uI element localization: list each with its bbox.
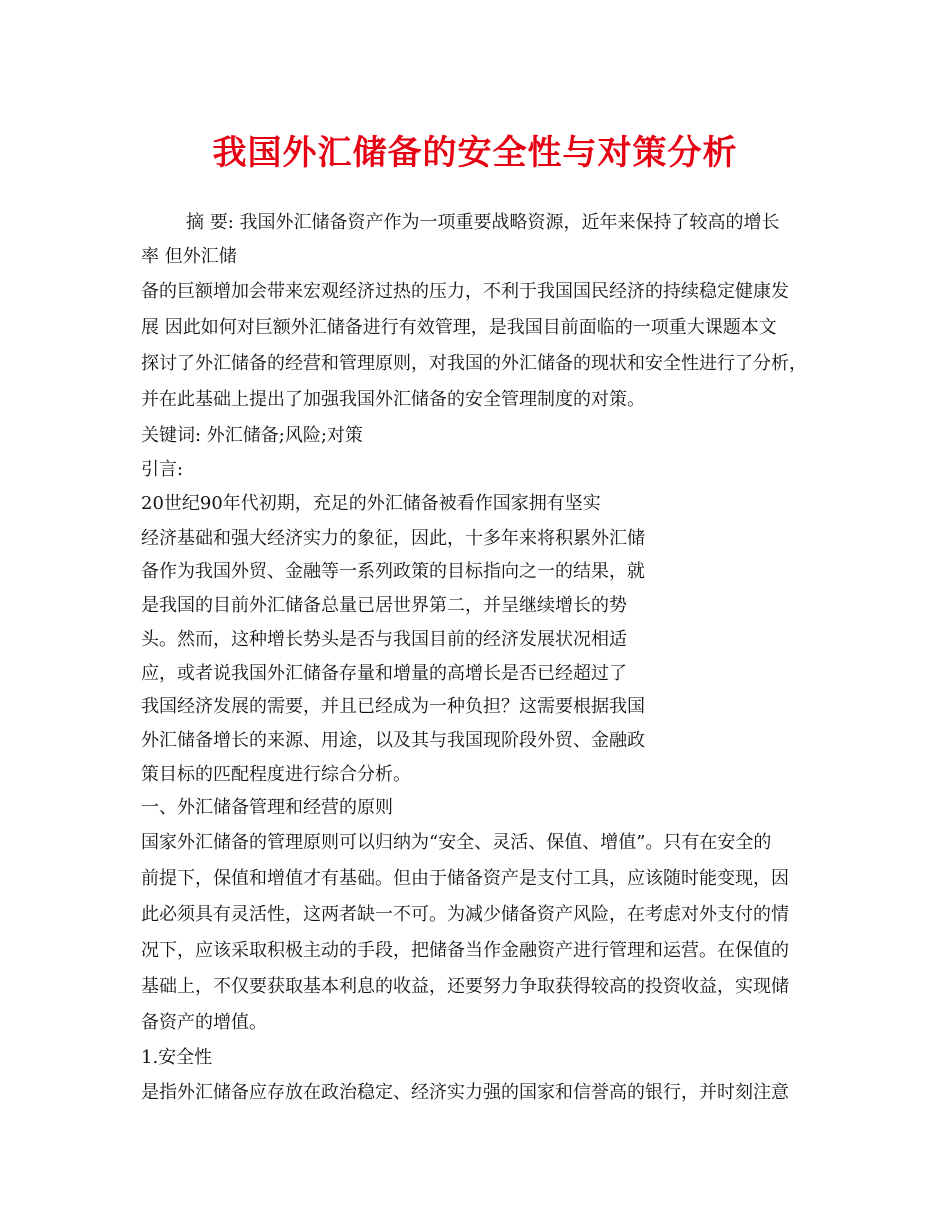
intro-heading: 引言: <box>141 459 184 480</box>
intro-line: 经济基础和强大经济实力的象征，因此，十多年来将积累外汇储 <box>141 528 645 549</box>
intro-line: 20世纪90年代初期，充足的外汇储备被看作国家拥有坚实 <box>141 493 601 514</box>
abstract-line: 率 但外汇储 <box>141 246 237 267</box>
section-heading: 一、外汇储备管理和经营的原则 <box>141 797 393 818</box>
intro-line: 应，或者说我国外汇储备存量和增量的高增长是否已经超过了 <box>141 663 627 684</box>
keywords: 关键词: 外汇储备;风险;对策 <box>141 425 363 446</box>
intro-line: 头。然而，这种增长势头是否与我国目前的经济发展状况相适 <box>141 629 627 650</box>
intro-line: 备作为我国外贸、金融等一系列政策的目标指向之一的结果，就 <box>141 561 645 582</box>
section-line: 前提下，保值和增值才有基础。但由于储备资产是支付工具，应该随时能变现，因 <box>141 868 789 889</box>
abstract-line: 备的巨额增加会带来宏观经济过热的压力，不利于我国国民经济的持续稳定健康发 <box>141 281 789 302</box>
section-line: 基础上，不仅要获取基本利息的收益，还要努力争取获得较高的投资收益，实现储 <box>141 976 789 997</box>
document-title: 我国外汇储备的安全性与对策分析 <box>212 133 738 173</box>
intro-line: 策目标的匹配程度进行综合分析。 <box>141 764 411 785</box>
section-line: 国家外汇储备的管理原则可以归纳为“安全、灵活、保值、增值”。只有在安全的 <box>141 832 772 853</box>
section-line: 况下，应该采取积极主动的手段，把储备当作金融资产进行管理和运营。在保值的 <box>141 940 789 961</box>
intro-line: 外汇储备增长的来源、用途，以及其与我国现阶段外贸、金融政 <box>141 730 645 751</box>
section-line: 此必须具有灵活性，这两者缺一不可。为减少储备资产风险，在考虑对外支付的情 <box>141 904 789 925</box>
abstract-line: 摘 要: 我国外汇储备资产作为一项重要战略资源，近年来保持了较高的增长 <box>186 212 780 233</box>
section-line: 备资产的增值。 <box>141 1012 267 1033</box>
intro-line: 我国经济发展的需要，并且已经成为一种负担？这需要根据我国 <box>141 696 645 717</box>
subsection-heading: 1.安全性 <box>141 1047 213 1068</box>
abstract-line: 并在此基础上提出了加强我国外汇储备的安全管理制度的对策。 <box>141 389 645 410</box>
abstract-line: 探讨了外汇储备的经营和管理原则，对我国的外汇储备的现状和安全性进行了分析， <box>141 353 807 374</box>
abstract-line: 展 因此如何对巨额外汇储备进行有效管理，是我国目前面临的一项重大课题本文 <box>141 317 777 338</box>
intro-line: 是我国的目前外汇储备总量已居世界第二，并呈继续增长的势 <box>141 595 627 616</box>
subsection-line: 是指外汇储备应存放在政治稳定、经济实力强的国家和信誉高的银行，并时刻注意 <box>141 1082 789 1103</box>
